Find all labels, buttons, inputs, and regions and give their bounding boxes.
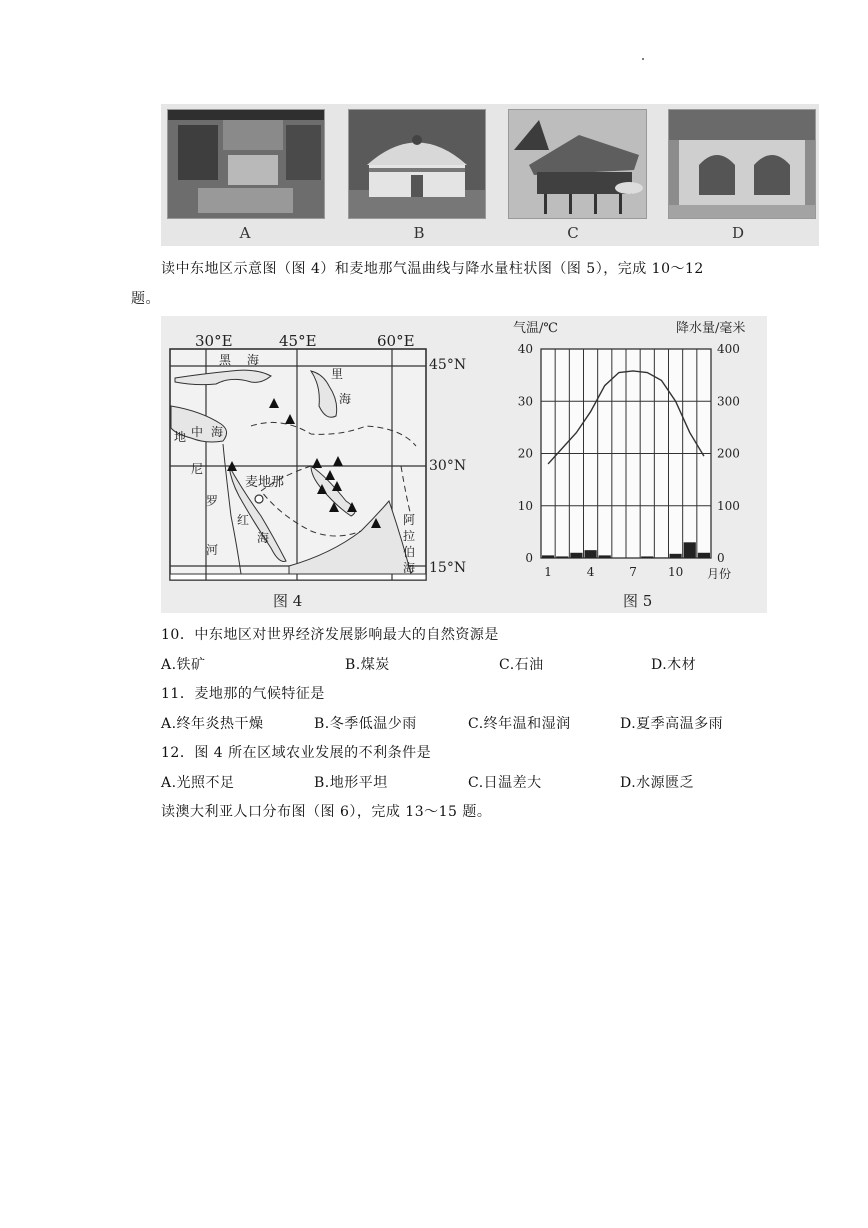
question-11-option-c: C.终年温和湿润 — [468, 716, 571, 732]
precipitation-bar — [684, 542, 696, 558]
y-right-tick-label: 100 — [717, 498, 740, 513]
label-red-sea-2: 海 — [257, 531, 270, 545]
label-arabian-sea-2: 拉 — [403, 529, 416, 543]
photo-label-b: B — [413, 224, 425, 242]
y-left-tick-label: 0 — [525, 551, 533, 565]
precipitation-bar — [570, 553, 582, 558]
question-11-stem: 11．麦地那的气候特征是 — [161, 686, 325, 702]
label-nile-2: 罗 — [206, 494, 219, 508]
precipitation-bar — [698, 553, 710, 558]
y-right-tick-label: 400 — [717, 342, 740, 356]
label-black-sea-2: 海 — [247, 353, 260, 367]
lat-label-15n: 15°N — [429, 560, 467, 576]
question-10-option-d: D.木材 — [651, 657, 697, 673]
x-tick-label: 4 — [586, 565, 595, 579]
page-dot — [642, 58, 644, 60]
y-right-tick-label: 200 — [717, 446, 740, 461]
lon-label-30e: 30°E — [195, 332, 233, 350]
figure-5-caption: 图 5 — [623, 592, 653, 610]
medina-marker — [255, 495, 263, 503]
photo-d-cave-dwelling — [668, 109, 816, 219]
label-nile-1: 尼 — [191, 462, 204, 476]
intro-text-line-2: 题。 — [131, 291, 160, 307]
label-nile-3: 河 — [206, 543, 219, 557]
y-left-tick-label: 40 — [517, 342, 533, 356]
intro-text-line-1: 读中东地区示意图（图 4）和麦地那气温曲线与降水量柱状图（图 5），完成 10～12 — [161, 261, 704, 277]
x-tick-label: 10 — [667, 565, 684, 579]
figure-svg — [161, 316, 767, 613]
label-black-sea-1: 黑 — [219, 353, 232, 367]
label-arabian-sea-4: 海 — [403, 561, 416, 575]
photo-c-stilt-house — [508, 109, 647, 219]
question-10-option-b: B.煤炭 — [345, 657, 390, 673]
precipitation-bar — [670, 554, 682, 558]
map-middle-east — [170, 332, 466, 610]
y-left-tick-label: 20 — [517, 446, 533, 461]
y-right-axis-label: 降水量/毫米 — [676, 321, 746, 336]
y-right-tick-label: 300 — [717, 394, 740, 409]
x-axis-label: 月份 — [707, 567, 732, 581]
precipitation-bar — [556, 556, 568, 558]
y-right-tick-label: 0 — [717, 551, 725, 565]
label-caspian-2: 海 — [339, 392, 352, 406]
label-med-1: 地 — [174, 430, 187, 444]
figure-panel — [161, 316, 767, 613]
precipitation-bar — [599, 555, 611, 558]
lat-label-30n: 30°N — [429, 458, 467, 474]
photo-label-a: A — [239, 224, 251, 242]
question-12-option-c: C.日温差大 — [468, 775, 542, 791]
lat-label-45n: 45°N — [429, 357, 467, 373]
question-10-stem: 10．中东地区对世界经济发展影响最大的自然资源是 — [161, 627, 499, 643]
question-11-option-d: D.夏季高温多雨 — [620, 716, 724, 732]
figure-4-caption: 图 4 — [273, 592, 303, 610]
label-arabian-sea-1: 阿 — [403, 513, 416, 527]
lon-label-60e: 60°E — [377, 332, 415, 350]
question-11-option-a: A.终年炎热干燥 — [161, 716, 264, 732]
label-red-sea-1: 红 — [237, 513, 250, 527]
question-10-option-c: C.石油 — [499, 657, 544, 673]
map-bottom-border — [170, 574, 426, 580]
question-12-option-a: A.光照不足 — [161, 775, 235, 791]
precipitation-bar — [655, 557, 667, 558]
label-caspian-1: 里 — [331, 367, 344, 381]
intro-text-2: 读澳大利亚人口分布图（图 6），完成 13～15 题。 — [161, 804, 492, 820]
label-medina: 麦地那 — [245, 475, 285, 490]
label-arabian-sea-3: 伯 — [403, 545, 416, 559]
label-med-2: 中 — [191, 425, 204, 439]
precipitation-bar — [641, 556, 653, 558]
photo-label-d: D — [731, 224, 745, 242]
label-med-3: 海 — [211, 425, 224, 439]
question-12-stem: 12．图 4 所在区域农业发展的不利条件是 — [161, 745, 432, 761]
photo-label-c: C — [567, 224, 579, 242]
climate-chart — [513, 320, 745, 610]
precipitation-bar — [585, 550, 597, 558]
x-tick-label: 1 — [544, 565, 552, 579]
photo-strip — [161, 104, 819, 246]
lon-label-45e: 45°E — [279, 332, 317, 350]
question-12-option-d: D.水源匮乏 — [620, 775, 695, 791]
question-11-option-b: B.冬季低温少雨 — [314, 716, 417, 732]
x-tick-label: 7 — [629, 565, 637, 579]
photo-b-yurt — [348, 109, 486, 219]
y-left-tick-label: 30 — [517, 394, 533, 409]
y-left-axis-label: 气温/℃ — [513, 321, 558, 336]
precipitation-bar — [542, 555, 554, 558]
photo-a-courtyard — [167, 109, 325, 219]
y-left-tick-label: 10 — [517, 498, 533, 513]
question-10-option-a: A.铁矿 — [161, 657, 206, 673]
question-12-option-b: B.地形平坦 — [314, 775, 388, 791]
